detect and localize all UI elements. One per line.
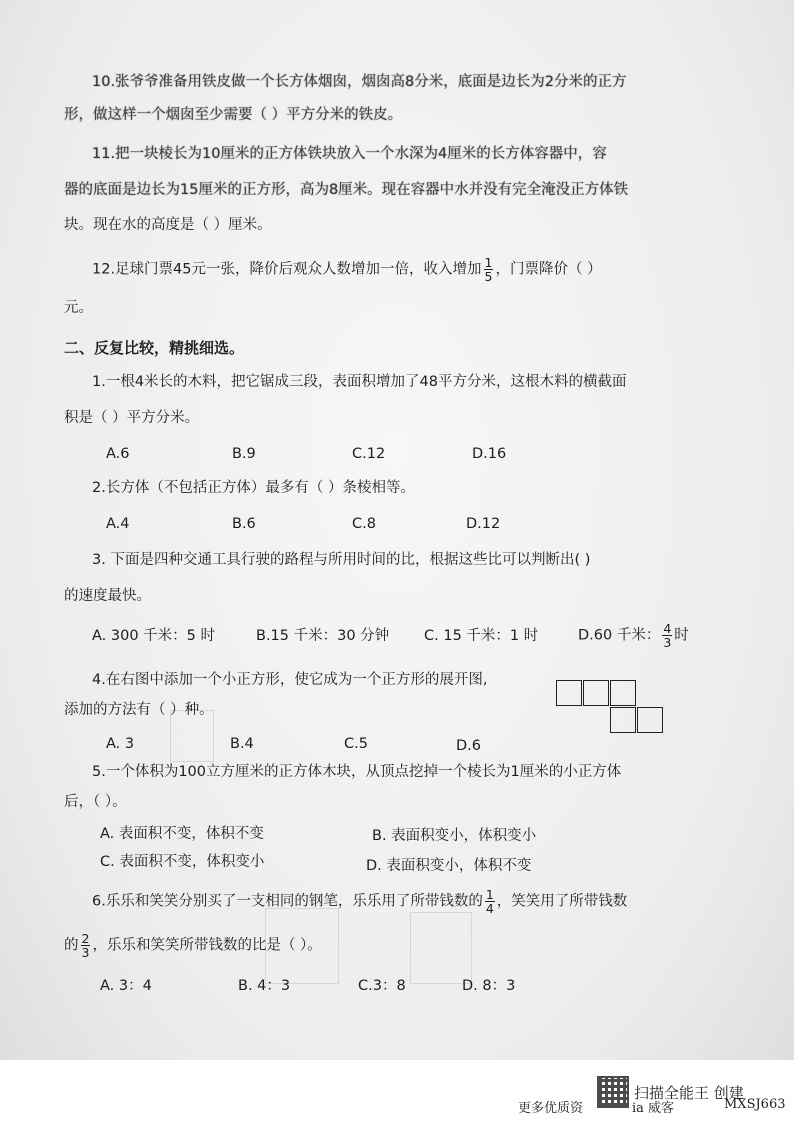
q12-fraction <box>484 256 494 283</box>
mc3-option-d-post: 时 <box>674 627 689 644</box>
q12-line1 <box>92 256 602 283</box>
cube-net-figure <box>556 680 666 740</box>
mc6-option-b: B. 4：3 <box>238 978 291 994</box>
mc4-line1: 4.在右图中添加一个小正方形，使它成为一个正方形的展开图, <box>92 672 488 688</box>
mc2-option-d: D.12 <box>466 516 501 532</box>
mc1-line2: 积是（ ）平方分米。 <box>64 410 200 426</box>
mc3-frac-denominator: 3 <box>663 635 672 650</box>
mc4-option-b: B.4 <box>230 736 254 752</box>
footer-mid-text: ia 威客 <box>632 1101 675 1116</box>
q12-text-pre: 12.足球门票45元一张，降价后观众人数增加一倍，收入增加 <box>92 261 482 278</box>
q10-line1: 10.张爷爷准备用铁皮做一个长方体烟囱，烟囱高8分米，底面是边长为2分米的正方 <box>92 74 627 90</box>
q12-frac-numerator: 1 <box>484 255 493 270</box>
mc4-option-a: A. 3 <box>106 736 135 752</box>
net-square <box>637 707 663 733</box>
mc6-frac2-numerator: 2 <box>81 931 90 946</box>
mc6-text-mid: ，笑笑用了所带钱数 <box>496 893 628 910</box>
mc3-line1: 3. 下面是四种交通工具行驶的路程与所用时间的比，根据这些比可以判断出( ) <box>92 552 591 568</box>
net-square <box>610 680 636 706</box>
mc1-line1: 1.一根4米长的木料，把它锯成三段，表面积增加了48平方分米，这根木料的横截面 <box>92 374 627 390</box>
mc6-line2-post: ，乐乐和笑笑所带钱数的比是（ ）。 <box>92 937 322 954</box>
mc5-option-a: A. 表面积不变，体积不变 <box>100 826 264 842</box>
mc5-line1: 5.一个体积为100立方厘米的正方体木块，从顶点挖掉一个棱长为1厘米的小正方体 <box>92 764 622 780</box>
mc4-option-c: C.5 <box>344 736 368 752</box>
mc6-frac1-denominator: 4 <box>485 901 494 916</box>
mc1-option-d: D.16 <box>472 446 507 462</box>
mc6-fraction-2 <box>81 932 91 959</box>
mc3-option-a: A. 300 千米：5 时 <box>92 628 216 644</box>
net-square <box>610 707 636 733</box>
mc6-line2 <box>64 932 322 959</box>
q12-line2: 元。 <box>64 300 93 316</box>
q11-line1: 11.把一块棱长为10厘米的正方体铁块放入一个水深为4厘米的长方体容器中，容 <box>92 146 607 162</box>
section2-title: 二、反复比较，精挑细选。 <box>64 339 245 357</box>
mc6-option-c: C.3：8 <box>358 978 406 994</box>
mc6-line2-pre: 的 <box>64 937 79 954</box>
mc3-option-d-fraction <box>662 622 672 649</box>
mc6-line1 <box>92 888 627 915</box>
net-square <box>556 680 582 706</box>
qr-code-icon <box>597 1076 629 1108</box>
scan-ghost-box <box>410 912 472 984</box>
q11-line3: 块。现在水的高度是（ ）厘米。 <box>64 217 272 233</box>
net-square <box>583 680 609 706</box>
mc6-option-a: A. 3：4 <box>100 978 152 994</box>
mc6-frac2-denominator: 3 <box>81 945 90 960</box>
q11-line2: 器的底面是边长为15厘米的正方形，高为8厘米。现在容器中水并没有完全淹没正方体铁 <box>64 182 629 198</box>
mc3-line2: 的速度最快。 <box>64 588 151 604</box>
q10-line2: 形，做这样一个烟囱至少需要（ ）平方分米的铁皮。 <box>64 107 403 123</box>
footer-right-text: MXSJ663 <box>724 1097 786 1112</box>
mc5-option-b: B. 表面积变小，体积变小 <box>372 828 537 844</box>
mc4-line2: 添加的方法有（ ）种。 <box>64 702 214 718</box>
mc5-option-c: C. 表面积不变，体积变小 <box>100 854 265 870</box>
mc2-option-c: C.8 <box>352 516 376 532</box>
mc3-option-d-pre: D.60 千米： <box>578 627 661 644</box>
mc6-text-pre: 6.乐乐和笑笑分别买了一支相同的钢笔，乐乐用了所带钱数的 <box>92 893 483 910</box>
mc2-line1: 2.长方体（不包括正方体）最多有（ ）条棱相等。 <box>92 480 415 496</box>
mc3-option-d <box>578 622 689 649</box>
mc6-option-d: D. 8：3 <box>462 978 516 994</box>
mc5-line2: 后，（ ）。 <box>64 794 127 810</box>
mc5-option-d: D. 表面积变小，体积不变 <box>366 858 532 874</box>
mc3-option-c: C. 15 千米：1 时 <box>424 628 539 644</box>
q12-text-post: ，门票降价（ ） <box>495 261 602 278</box>
mc6-frac1-numerator: 1 <box>485 887 494 902</box>
footer-left-text: 更多优质资 <box>518 1101 584 1116</box>
mc4-option-d: D.6 <box>456 738 481 754</box>
mc6-fraction-1 <box>485 888 495 915</box>
mc2-option-b: B.6 <box>232 516 256 532</box>
mc2-option-a: A.4 <box>106 516 130 532</box>
mc1-option-b: B.9 <box>232 446 256 462</box>
mc3-frac-numerator: 4 <box>663 621 672 636</box>
footer-scanner-text: 扫描全能王 创建 <box>634 1084 744 1102</box>
q12-frac-denominator: 5 <box>484 269 493 284</box>
mc3-option-b: B.15 千米：30 分钟 <box>256 628 390 644</box>
mc1-option-a: A.6 <box>106 446 130 462</box>
mc1-option-c: C.12 <box>352 446 386 462</box>
